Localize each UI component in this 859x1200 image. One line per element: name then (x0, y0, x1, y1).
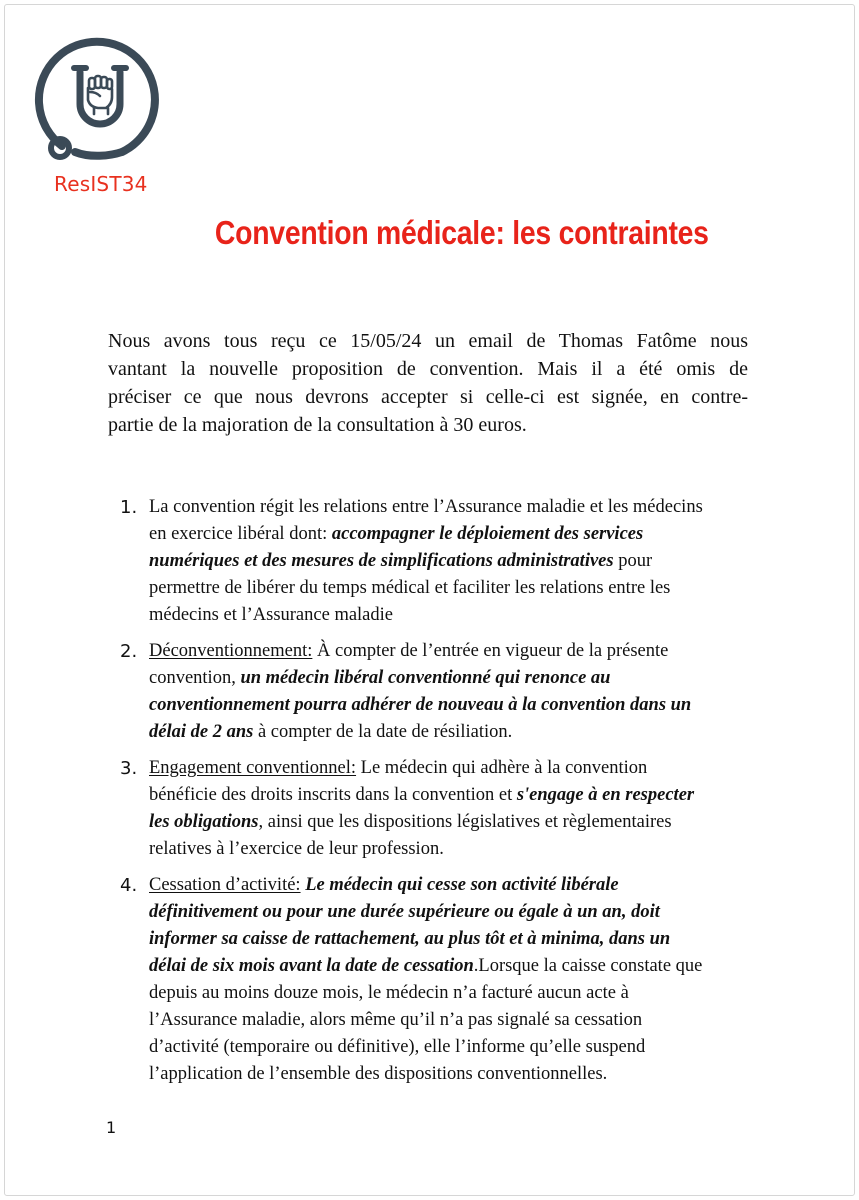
list-item-number: 1. (120, 497, 138, 518)
item-line: bénéficie des droits inscrits dans la convention et s'engage à en respecter (149, 785, 695, 805)
list-item-number: 2. (120, 641, 138, 662)
page-title: Convention médicale: les contraintes (214, 214, 709, 251)
logo-text: ResIST34 (54, 172, 148, 196)
item-line: l’Assurance maladie, alors même qu’il n’a pas signalé sa cessation (149, 1010, 643, 1030)
emphasis-text: informer sa caisse de rattachement, au plus tôt et à minima, dans un (149, 929, 671, 949)
emphasis-text: délai de 2 ans (149, 722, 254, 742)
emphasis-text: définitivement ou pour une durée supérieure ou égale à un an, doit (149, 902, 660, 922)
item-heading: Déconventionnement: (149, 641, 313, 661)
intro-line: préciser ce que nous devrons accepter si celle-ci est signée, en contre- (108, 386, 748, 408)
item-line (149, 899, 750, 926)
item-line: Déconventionnement: À compter de l’entrée en vigueur de la présente (149, 641, 669, 661)
emphasis-text: conventionnement pourra adhérer de nouveau à la convention dans un (149, 695, 692, 715)
item-line: convention, un médecin libéral conventionné qui renonce au (149, 668, 611, 688)
stethoscope-fist-icon (30, 34, 170, 164)
item-line: relatives à l’exercice de leur profession. (149, 839, 444, 859)
list-item-number: 3. (120, 758, 138, 779)
emphasis-text: un médecin libéral conventionné qui renonce au (240, 668, 611, 688)
item-line: délai de six mois avant la date de cessation.Lorsque la caisse constate que (149, 956, 703, 976)
page-number: 1 (106, 1118, 117, 1137)
emphasis-text: les obligations (149, 812, 259, 832)
item-line (149, 926, 750, 953)
item-line: en exercice libéral dont: accompagner le déploiement des services (149, 524, 644, 544)
item-line (149, 692, 750, 719)
item-line: médecins et l’Assurance maladie (149, 605, 393, 625)
item-line (149, 872, 750, 899)
item-line: permettre de libérer du temps médical et faciliter les relations entre les (149, 578, 671, 598)
intro-line: partie de la majoration de la consultation à 30 euros. (108, 414, 527, 436)
item-heading: Engagement conventionnel: (149, 758, 357, 778)
item-line: les obligations, ainsi que les dispositions législatives et règlementaires (149, 812, 672, 832)
item-line: l’application de l’ensemble des dispositions conventionnelles. (149, 1064, 608, 1084)
emphasis-text: délai de six mois avant la date de cessation (149, 956, 474, 976)
list-item (120, 872, 750, 1088)
constraints-list (120, 494, 750, 1088)
item-line: depuis au moins douze mois, le médecin n’a facturé aucun acte à (149, 983, 629, 1003)
item-line: Engagement conventionnel: Le médecin qui adhère à la convention (149, 758, 648, 778)
item-line: La convention régit les relations entre l’Assurance maladie et les médecins (149, 497, 703, 517)
item-line: d’activité (temporaire ou définitive), elle l’informe qu’elle suspend (149, 1037, 646, 1057)
emphasis-text: Le médecin qui cesse son activité libérale (300, 875, 619, 895)
list-item (120, 494, 750, 629)
emphasis-text: accompagner le déploiement des services (331, 524, 644, 544)
intro-line: Nous avons tous reçu ce 15/05/24 un email de Thomas Fatôme nous (108, 330, 748, 352)
item-line: numériques et des mesures de simplifications administratives pour (149, 551, 653, 571)
item-heading: Cessation d’activité: (149, 875, 301, 895)
intro-line: vantant la nouvelle proposition de convention. Mais il a été omis de (108, 358, 748, 380)
list-item (120, 638, 750, 746)
list-item (120, 755, 750, 863)
intro-paragraph (108, 327, 748, 439)
emphasis-text: s'engage à en respecter (516, 785, 695, 805)
emphasis-text: numériques et des mesures de simplifications administratives (149, 551, 614, 571)
list-item-number: 4. (120, 875, 138, 896)
item-line: délai de 2 ans à compter de la date de résiliation. (149, 722, 513, 742)
